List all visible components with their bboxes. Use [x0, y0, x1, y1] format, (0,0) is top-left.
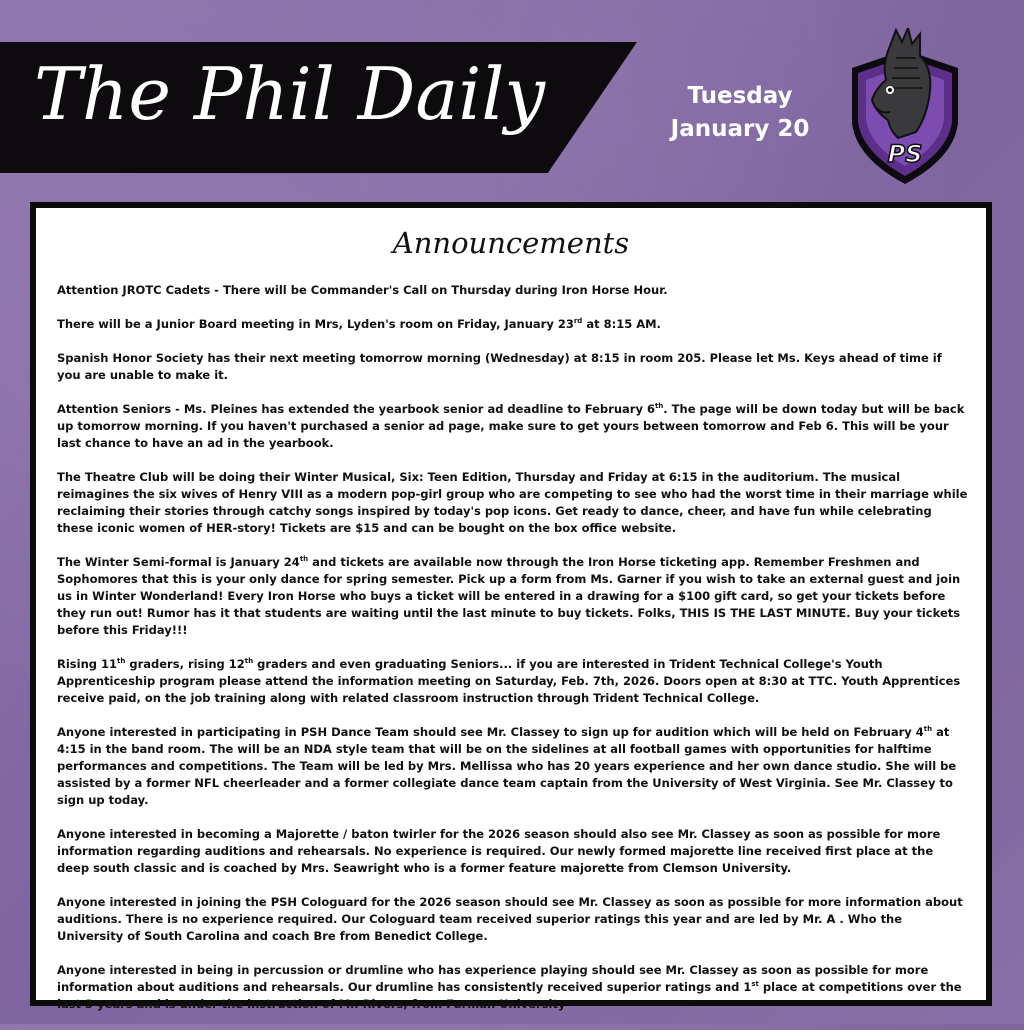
logo-letters: PS: [887, 140, 923, 168]
date-block: [650, 80, 830, 146]
date-day: January 20: [670, 116, 810, 142]
announcement-item: Attention Seniors - Ms. Pleines has extended the yearbook senior ad deadline to February 6th. The page will be down today but will be back up tomorrow morning. If you haven't purchased a senior ad page, make sure to get yours between tomorrow and Feb 6. This will be your last chance to have an ad in the yearbook.: [57, 402, 965, 450]
announcement-item: The Theatre Club will be doing their Winter Musical, Six: Teen Edition, Thursday and Friday at 6:15 in the auditorium. The musical reimagines the six wives of Henry VIII as a modern pop-girl group who are competing to see who had the worst time in their marriage while reclaiming their stories through catchy songs inspired by today's pop icons. Get ready to dance, cheer, and have fun while celebrating these iconic women of HER-story! Tickets are $15 and can be bought on the box office website.: [57, 470, 968, 535]
announcement-item: Anyone interested in joining the PSH Cologuard for the 2026 season should see Mr. Classey as soon as possible for more information about auditions. There is no experience required. Our Cologuard team received superior ratings this year and are led by Mr. A . Who the University of South Carolina and coach Bre from Benedict College.: [57, 895, 963, 943]
announcement-item: Anyone interested in participating in PSH Dance Team should see Mr. Classey to sign up for audition which will be held on February 4th at 4:15 in the band room. The will be an NDA style team that will be on the sidelines at all football games with opportunities for halftime performances and competitions. The Team will be led by Mrs. Mellissa who has 20 years experience and her own dance studio. She will be assisted by a former NFL cheerleader and a former collegiate dance team captain from the University of West Virginia. See Mr. Classey to sign up today.: [57, 725, 957, 807]
announcement-item: Anyone interested in becoming a Majorette / baton twirler for the 2026 season should also see Mr. Classey as soon as possible for more information regarding auditions and rehearsals. No experience is required. Our newly formed majorette line received first place at the deep south classic and is coached by Mrs. Seawright who is a former feature majorette from Clemson University.: [57, 827, 941, 875]
announcement-item: Attention JROTC Cadets - There will be Commander's Call on Thursday during Iron Horse Hour.: [57, 283, 668, 297]
announcement-item: Rising 11th graders, rising 12th graders and even graduating Seniors... if you are interested in Trident Technical College's Youth Apprenticeship program please attend the information meeting on Saturday, Feb. 7th, 2026. Doors open at 8:30 at TTC. Youth Apprentices receive paid, on the job training along with related classroom instruction through Trident Technical College.: [57, 657, 961, 705]
announcement-item: Anyone interested in being in percussion or drumline who has experience playing should see Mr. Classey as soon as possible for more information about auditions and rehearsals. Our drumline has consistently received superior ratings and 1st place at competitions over the last 3 years and is under the instruction of Mr. Rivers, from Furman University: [57, 963, 962, 1011]
announcements-panel: [30, 202, 992, 1011]
announcements-list: [57, 282, 968, 1030]
announcements-heading: Announcements: [392, 226, 630, 260]
announcement-item: Spanish Honor Society has their next meeting tomorrow morning (Wednesday) at 8:15 in room 205. Please let Ms. Keys ahead of time if you are unable to make it.: [57, 351, 942, 382]
newsletter-title: The Phil Daily: [34, 52, 546, 136]
date-weekday: Tuesday: [687, 83, 793, 109]
announcement-item: There will be a Junior Board meeting in Mrs, Lyden's room on Friday, January 23rd at 8:15 AM.: [57, 317, 661, 331]
announcement-item: The Winter Semi-formal is January 24th and tickets are available now through the Iron Horse ticketing app. Remember Freshmen and Sophomores that this is your only dance for spring semester. Pick up a form from Ms. Garner if you wish to take an external guest and join us in Winter Wonderland! Every Iron Horse who buys a ticket will be entered in a drawing for a $100 gift card, so get your tickets before they run out! Rumor has it that students are waiting until the last minute to buy tickets. Folks, THIS IS THE LAST MINUTE. Buy your tickets before this Friday!!!: [57, 555, 961, 637]
iron-horse-logo-icon: [846, 28, 964, 186]
